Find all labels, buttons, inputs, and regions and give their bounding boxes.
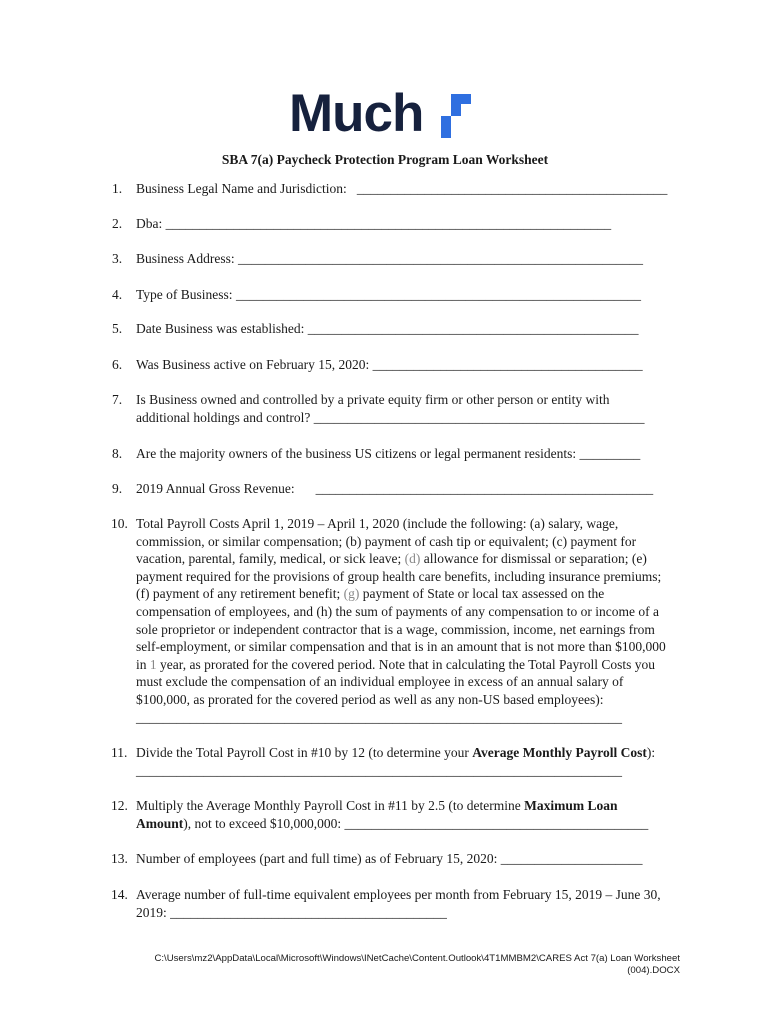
item-label-line: Is Business owned and controlled by a private equity firm or other person or entity with: [136, 392, 610, 407]
list-item-8: [112, 445, 672, 463]
item-number: 5.: [112, 321, 123, 336]
item-label: 2019 Annual Gross Revenue:: [136, 481, 295, 496]
file-path-footer: [154, 953, 680, 977]
business-name-field[interactable]: ______________________________________________: [356, 181, 668, 196]
item-number: 1.: [112, 181, 123, 196]
item-label: Date Business was established:: [136, 321, 305, 336]
item-text-line: self-employment, or similar compensation and that is in an amount that is not more than $100,000: [136, 639, 666, 655]
item-text-line: compensation of employees, and (h) the sum of payments of any compensation to or income of a: [136, 603, 659, 619]
avg-monthly-payroll-field[interactable]: ________________________________________________________________________: [136, 762, 622, 778]
item-number: 2.: [112, 216, 123, 231]
item-number: 13.: [111, 851, 128, 866]
item-label-line: additional holdings and control?: [136, 409, 311, 425]
business-type-field[interactable]: ____________________________________________________________: [235, 287, 641, 302]
item-text-line: commission, or similar compensation; (b) payment of cash tip or equivalent; (c) payment for: [136, 533, 637, 549]
item-label-line: Average number of full-time equivalent employees per month from February 15, 2019 – June 30,: [136, 887, 661, 902]
dba-field[interactable]: __________________________________________________________________: [165, 216, 612, 231]
item-text-line: sole proprietor or independent contractor that is a wage, commission, income, net earnings from: [136, 621, 655, 637]
item-number: 12.: [111, 798, 128, 813]
fte-average-field[interactable]: _________________________________________: [170, 904, 447, 920]
list-item-13: [112, 850, 672, 868]
much-logo: [289, 84, 481, 143]
item-text-line: year, as prorated for the covered period. Note that in calculating the Total Payroll Costs you: [160, 656, 656, 672]
item-number: 3.: [112, 251, 123, 266]
item-text-gray: (g): [343, 586, 360, 602]
item-text-line: vacation, parental, family, medical, or sick leave;: [136, 551, 402, 567]
footer-path-line: C:\Users\mz2\AppData\Local\Microsoft\Windows\INetCache\Content.Outlook\4T1MMBM2\CARES Act 7(a) Loan Worksheet: [154, 953, 680, 964]
list-item-3: [112, 250, 672, 268]
page-title: SBA 7(a) Paycheck Protection Program Loan Worksheet: [221, 152, 549, 167]
list-item-4: [112, 286, 672, 304]
item-number: 6.: [112, 357, 123, 372]
date-established-field[interactable]: _________________________________________________: [307, 321, 639, 336]
item-text-line: $100,000, as prorated for the covered period as well as any non-US based employees):: [136, 691, 604, 707]
item-text-line: Total Payroll Costs April 1, 2019 – April 1, 2020 (include the following: (a) salary, wage,: [136, 516, 619, 531]
item-label-bold: Average Monthly Payroll Cost: [472, 745, 647, 760]
item-text-line: (f) payment of any retirement benefit;: [136, 586, 341, 602]
item-number: 14.: [111, 887, 128, 902]
logo-wordmark: Much: [289, 84, 424, 143]
item-label: Dba:: [136, 216, 163, 231]
list-item-14: [112, 886, 672, 921]
item-label: Business Address:: [136, 251, 235, 266]
max-loan-field[interactable]: _____________________________________________: [344, 815, 649, 831]
item-label: ), not to exceed $10,000,000:: [183, 815, 342, 831]
item-label: Divide the Total Payroll Cost in #10 by 12 (to determine your: [136, 745, 469, 760]
item-number: 11.: [111, 745, 128, 760]
us-citizens-field[interactable]: _________: [579, 446, 641, 461]
item-label: ):: [646, 745, 656, 760]
item-number: 9.: [112, 481, 123, 496]
payroll-costs-field[interactable]: ________________________________________________________________________: [136, 709, 622, 725]
list-item-7: [112, 391, 672, 426]
item-label: Was Business active on February 15, 2020:: [136, 357, 370, 372]
list-item-2: [112, 215, 672, 233]
business-address-field[interactable]: ____________________________________________________________: [238, 251, 644, 266]
item-number: 4.: [112, 287, 123, 302]
item-label-bold: Amount: [136, 815, 184, 831]
item-label: Are the majority owners of the business US citizens or legal permanent residents:: [136, 446, 577, 461]
item-label-bold: Maximum Loan: [524, 798, 618, 813]
item-label: Multiply the Average Monthly Payroll Cost in #11 by 2.5 (to determine: [136, 798, 521, 813]
gross-revenue-field[interactable]: __________________________________________________: [315, 481, 654, 496]
item-text-line: allowance for dismissal or separation; (e): [423, 551, 647, 567]
footer-path-line: (004).DOCX: [627, 965, 680, 976]
business-active-field[interactable]: ________________________________________: [372, 357, 643, 372]
list-item-6: [112, 356, 672, 374]
item-label-line: 2019:: [136, 904, 167, 920]
item-number: 7.: [112, 392, 123, 407]
item-text-line: payment of State or local tax assessed on the: [362, 586, 605, 602]
item-number: 8.: [112, 446, 123, 461]
employee-count-field[interactable]: _____________________: [500, 851, 643, 866]
item-text-line: in: [136, 656, 147, 672]
list-item-5: [112, 320, 672, 338]
list-item-10: [112, 515, 672, 726]
item-text-line: payment required for the provisions of group health care benefits, including insurance premiums;: [136, 568, 662, 584]
item-label: Type of Business:: [136, 287, 233, 302]
item-label: Number of employees (part and full time) as of February 15, 2020:: [136, 851, 498, 866]
item-label: Business Legal Name and Jurisdiction:: [136, 181, 347, 196]
item-number: 10.: [111, 516, 128, 531]
item-text-line: must exclude the compensation of an individual employee in excess of an annual salary of: [136, 674, 624, 690]
list-item-9: [112, 480, 672, 498]
list-item-11: [112, 744, 672, 779]
logo-step-mark-icon: [439, 94, 471, 138]
list-item-12: [112, 797, 672, 832]
item-text-gray: 1: [149, 656, 157, 672]
private-equity-field[interactable]: _________________________________________________: [313, 409, 645, 425]
item-text-gray: (d): [404, 551, 421, 567]
list-item-1: [112, 180, 672, 198]
